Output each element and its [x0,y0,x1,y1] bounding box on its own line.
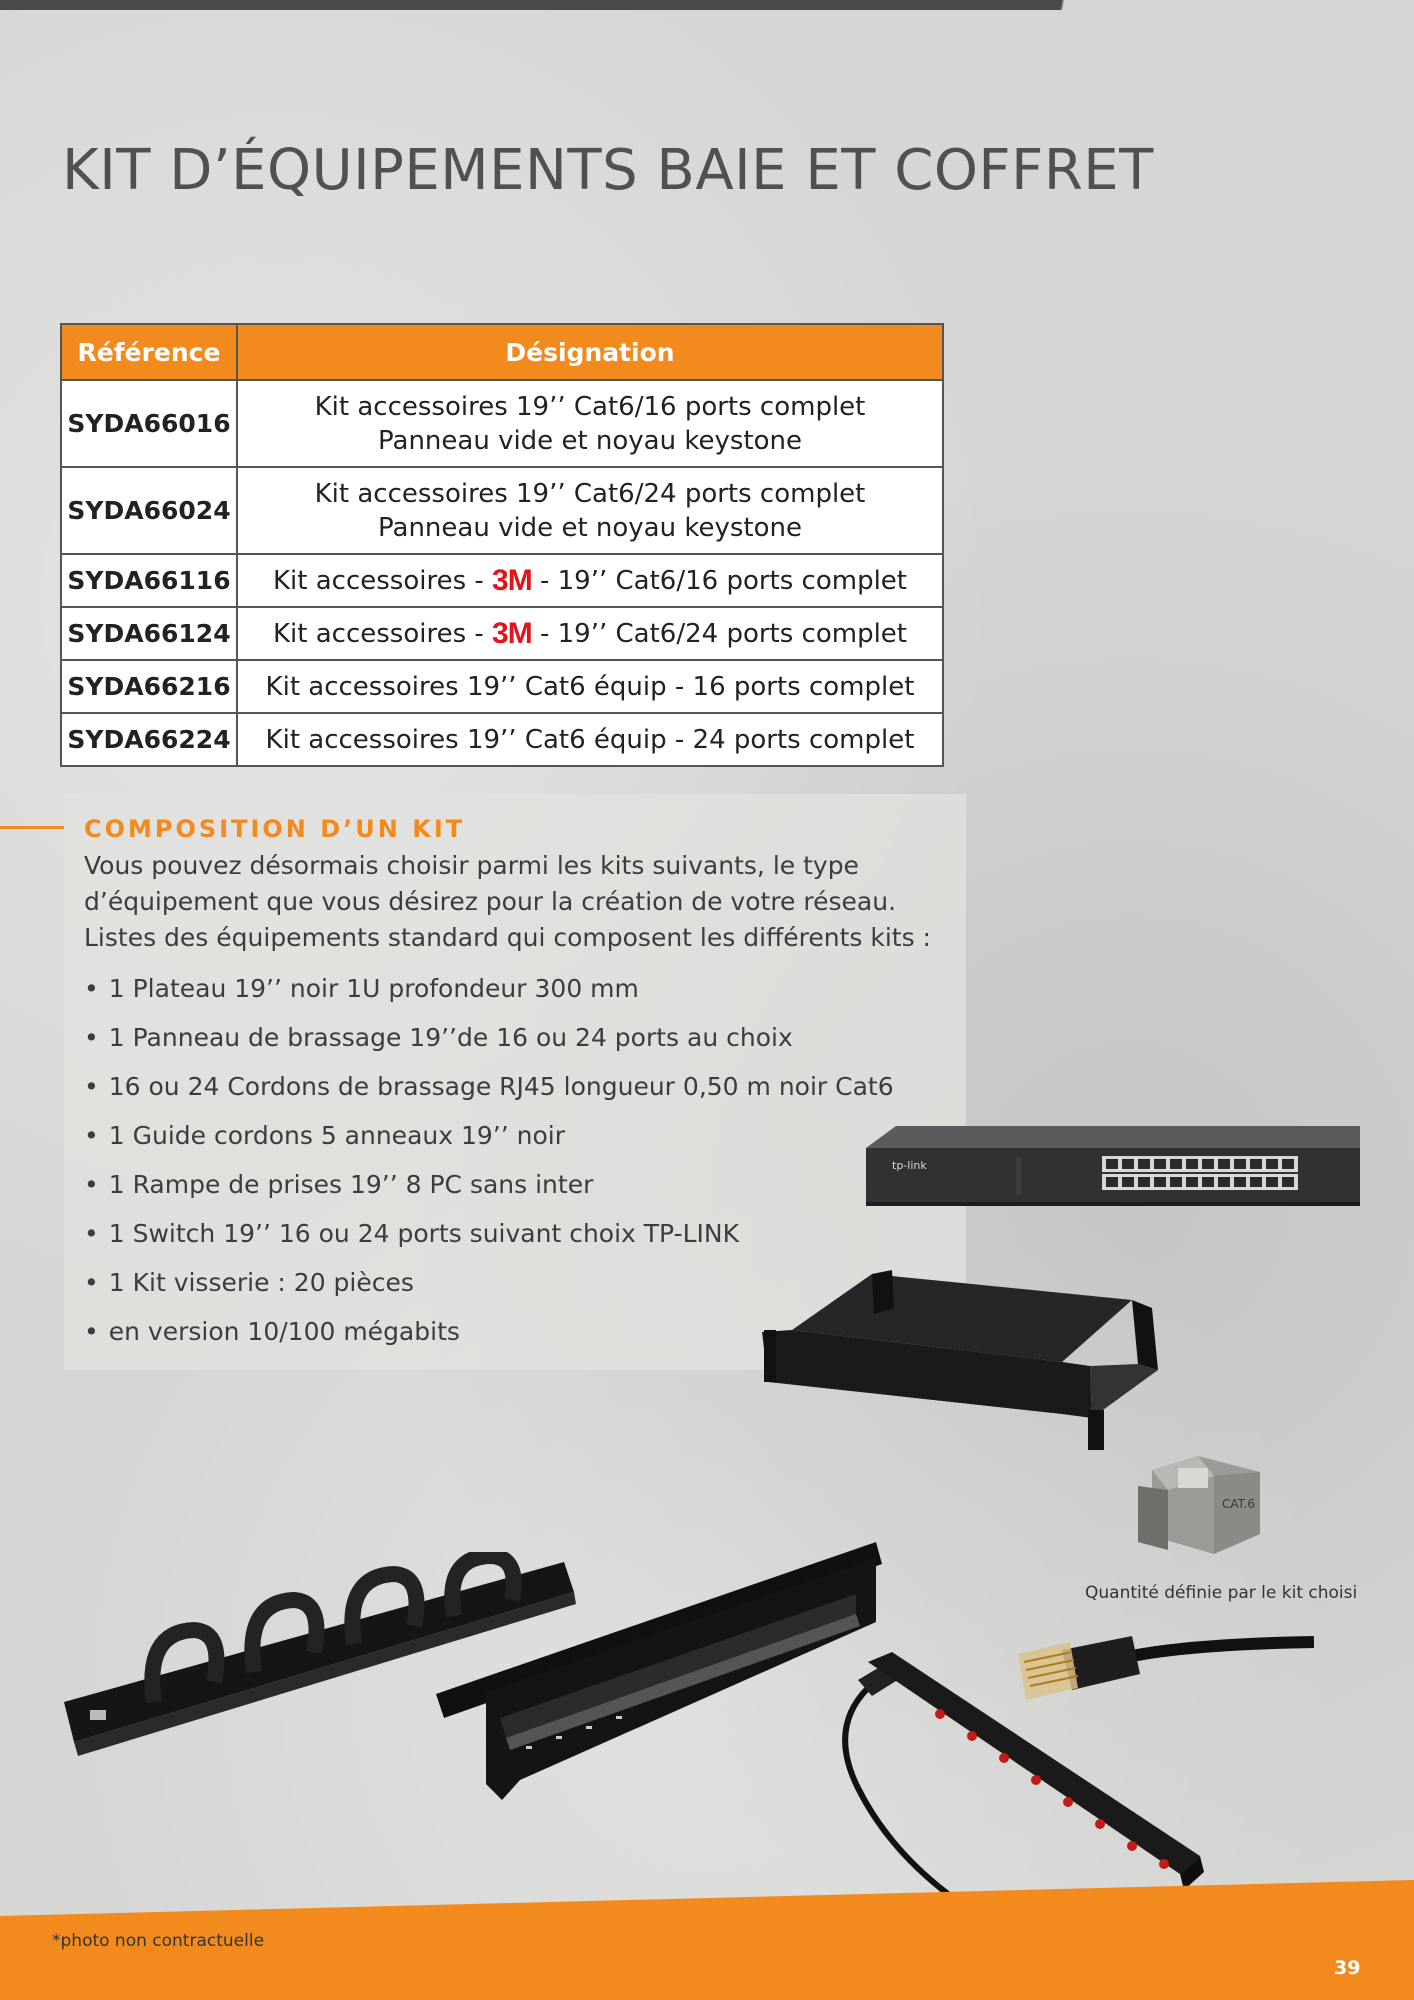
designation-text: Kit accessoires - [272,618,484,649]
page-title: KIT D’ÉQUIPEMENTS BAIE ET COFFRET [62,138,1154,203]
power-strip-photo [828,1648,1204,1900]
list-item: • en version 10/100 mégabits [84,1307,894,1356]
list-item: • 1 Switch 19’’ 16 ou 24 ports suivant choix TP-LINK [84,1209,894,1258]
list-item: • 1 Guide cordons 5 anneaux 19’’ noir [84,1111,894,1160]
keystone-label: CAT.6 [1222,1497,1256,1511]
designation-text: - 19’’ Cat6/24 ports complet [539,618,907,649]
accent-line [0,826,64,829]
list-item: • 1 Kit visserie : 20 pièces [84,1258,894,1307]
reference-code: SYDA66216 [61,660,237,713]
table-row [61,467,943,554]
reference-code: SYDA66024 [61,467,237,554]
reference-code: SYDA66124 [61,607,237,660]
intro-line: Vous pouvez désormais choisir parmi les kits suivants, le type [84,851,859,880]
quantity-caption: Quantité définie par le kit choisi [1085,1583,1358,1603]
footnote: *photo non contractuelle [52,1931,265,1951]
table-row [61,554,943,607]
switch-photo [866,1122,1360,1208]
list-item: • 1 Panneau de brassage 19’’de 16 ou 24 ports au choix [84,1013,894,1062]
reference-code: SYDA66224 [61,713,237,766]
reference-code: SYDA66116 [61,554,237,607]
designation [237,467,943,554]
table-row [61,380,943,467]
intro-line: d’équipement que vous désirez pour la création de votre réseau. [84,887,897,916]
designation [237,554,943,607]
designation-line: Panneau vide et noyau keystone [378,425,802,456]
list-item: • 1 Rampe de prises 19’’ 8 PC sans inter [84,1160,894,1209]
page-number: 39 [1334,1957,1361,1979]
patch-panel-photo [436,1534,882,1800]
table-row [61,607,943,660]
designation-line: Panneau vide et noyau keystone [378,512,802,543]
table-row [61,660,943,713]
reference-code: SYDA66016 [61,380,237,467]
list-item: • 16 ou 24 Cordons de brassage RJ45 longueur 0,50 m noir Cat6 [84,1062,894,1111]
designation [237,380,943,467]
designation [237,607,943,660]
designation-line: Kit accessoires 19’’ Cat6/16 ports complet [314,391,866,422]
designation-line: Kit accessoires 19’’ Cat6/24 ports complet [314,478,866,509]
top-bar [0,0,1414,10]
composition-title: COMPOSITION D’UN KIT [84,815,466,843]
shelf-photo [762,1270,1158,1454]
designation: Kit accessoires 19’’ Cat6 équip - 24 ports complet [237,713,943,766]
header-reference: Référence [61,324,237,380]
keystone-photo [1138,1450,1262,1560]
switch-brand: tp-link [892,1159,927,1172]
designation: Kit accessoires 19’’ Cat6 équip - 16 ports complet [237,660,943,713]
3m-logo: 3M [492,616,532,650]
designation-text: Kit accessoires - [272,565,484,596]
list-item: • 1 Plateau 19’’ noir 1U profondeur 300 mm [84,964,894,1013]
header-designation: Désignation [237,324,943,380]
composition-intro [84,848,964,956]
table-header-row [61,324,943,380]
reference-table [60,323,944,767]
designation-text: - 19’’ Cat6/16 ports complet [539,565,907,596]
3m-logo: 3M [492,563,532,597]
intro-line: Listes des équipements standard qui composent les différents kits : [84,923,931,952]
table-row [61,713,943,766]
